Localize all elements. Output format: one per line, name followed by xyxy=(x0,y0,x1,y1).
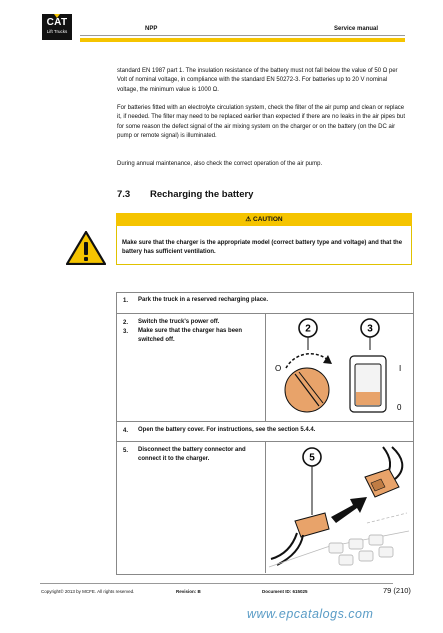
footer-document-id: Document ID: 615025 xyxy=(262,589,308,594)
step-text: Park the truck in a reserved recharging place. xyxy=(138,297,269,303)
callout-2: 2 xyxy=(305,323,311,335)
cat-logo xyxy=(42,14,72,40)
header-rule xyxy=(80,35,405,36)
logo-text: CAT xyxy=(46,17,68,28)
step-number: 2. xyxy=(123,320,129,326)
doc-code: NPP xyxy=(145,26,158,32)
footer-revision: Revision: B xyxy=(176,589,201,594)
paragraph-air-pump-filter: For batteries fitted with an electrolyte circulation system, check the filter of the air pump and clean or replace it, if needed. The filter may need to be replaced earlier than expected if there are no leaks in the air pipes but for some reason the defect signal of the air mixing system on the charger or on the battery (on the DC air pump or remote signal) is illuminated. xyxy=(117,105,406,139)
step-number: 4. xyxy=(123,428,129,434)
table-column-divider xyxy=(265,313,266,421)
step-text: Disconnect the battery connector and connect it to the charger. xyxy=(138,447,246,463)
step-number: 1. xyxy=(123,298,129,304)
caution-header: ⚠ CAUTION xyxy=(116,213,412,226)
header-accent-bar xyxy=(80,38,405,42)
footer-copyright: Copyright© 2013 by MCFE. All rights reserved. xyxy=(41,589,135,594)
caution-text: Make sure that the charger is the appropriate model (correct battery type and voltage) and that the battery has sufficient ventilation. xyxy=(122,240,403,256)
paragraph-insulation: standard EN 1987 part 1. The insulation resistance of the battery must not fall below the value of 50 Ω per Volt of nominal voltage, in compliance with the standard EN 50272-3. For batteries up to 20 V nominal voltage, the minimum value is 1000 Ω. xyxy=(117,68,398,93)
warning-triangle-icon xyxy=(66,231,106,270)
step-text: Switch the truck's power off. xyxy=(138,319,220,325)
switch-on-label: I xyxy=(399,364,402,373)
switch-off-label: O xyxy=(275,364,282,373)
step-text: Open the battery cover. For instructions, see the section 5.4.4. xyxy=(138,427,316,433)
callout-5: 5 xyxy=(309,452,315,464)
step-text: Make sure that the charger has been switched off. xyxy=(138,328,243,344)
step-number: 5. xyxy=(123,448,129,454)
watermark-text: www.epcatalogs.com xyxy=(247,607,374,621)
power-switch-figure xyxy=(268,316,410,425)
footer-rule xyxy=(40,583,393,584)
logo-triangle-icon xyxy=(54,14,60,18)
callout-3: 3 xyxy=(367,323,373,335)
battery-connector-figure xyxy=(267,443,411,576)
paragraph-annual-maintenance: During annual maintenance, also check the correct operation of the air pump. xyxy=(117,161,323,167)
footer-page-number: 79 (210) xyxy=(383,586,411,595)
doc-type: Service manual xyxy=(334,26,379,32)
step-number: 3. xyxy=(123,329,129,335)
logo-subtext: Lift Trucks xyxy=(46,29,68,34)
table-column-divider xyxy=(265,441,266,573)
switch-zero-label: 0 xyxy=(397,403,402,412)
section-title: Recharging the battery xyxy=(150,189,254,200)
section-number: 7.3 xyxy=(117,189,131,200)
